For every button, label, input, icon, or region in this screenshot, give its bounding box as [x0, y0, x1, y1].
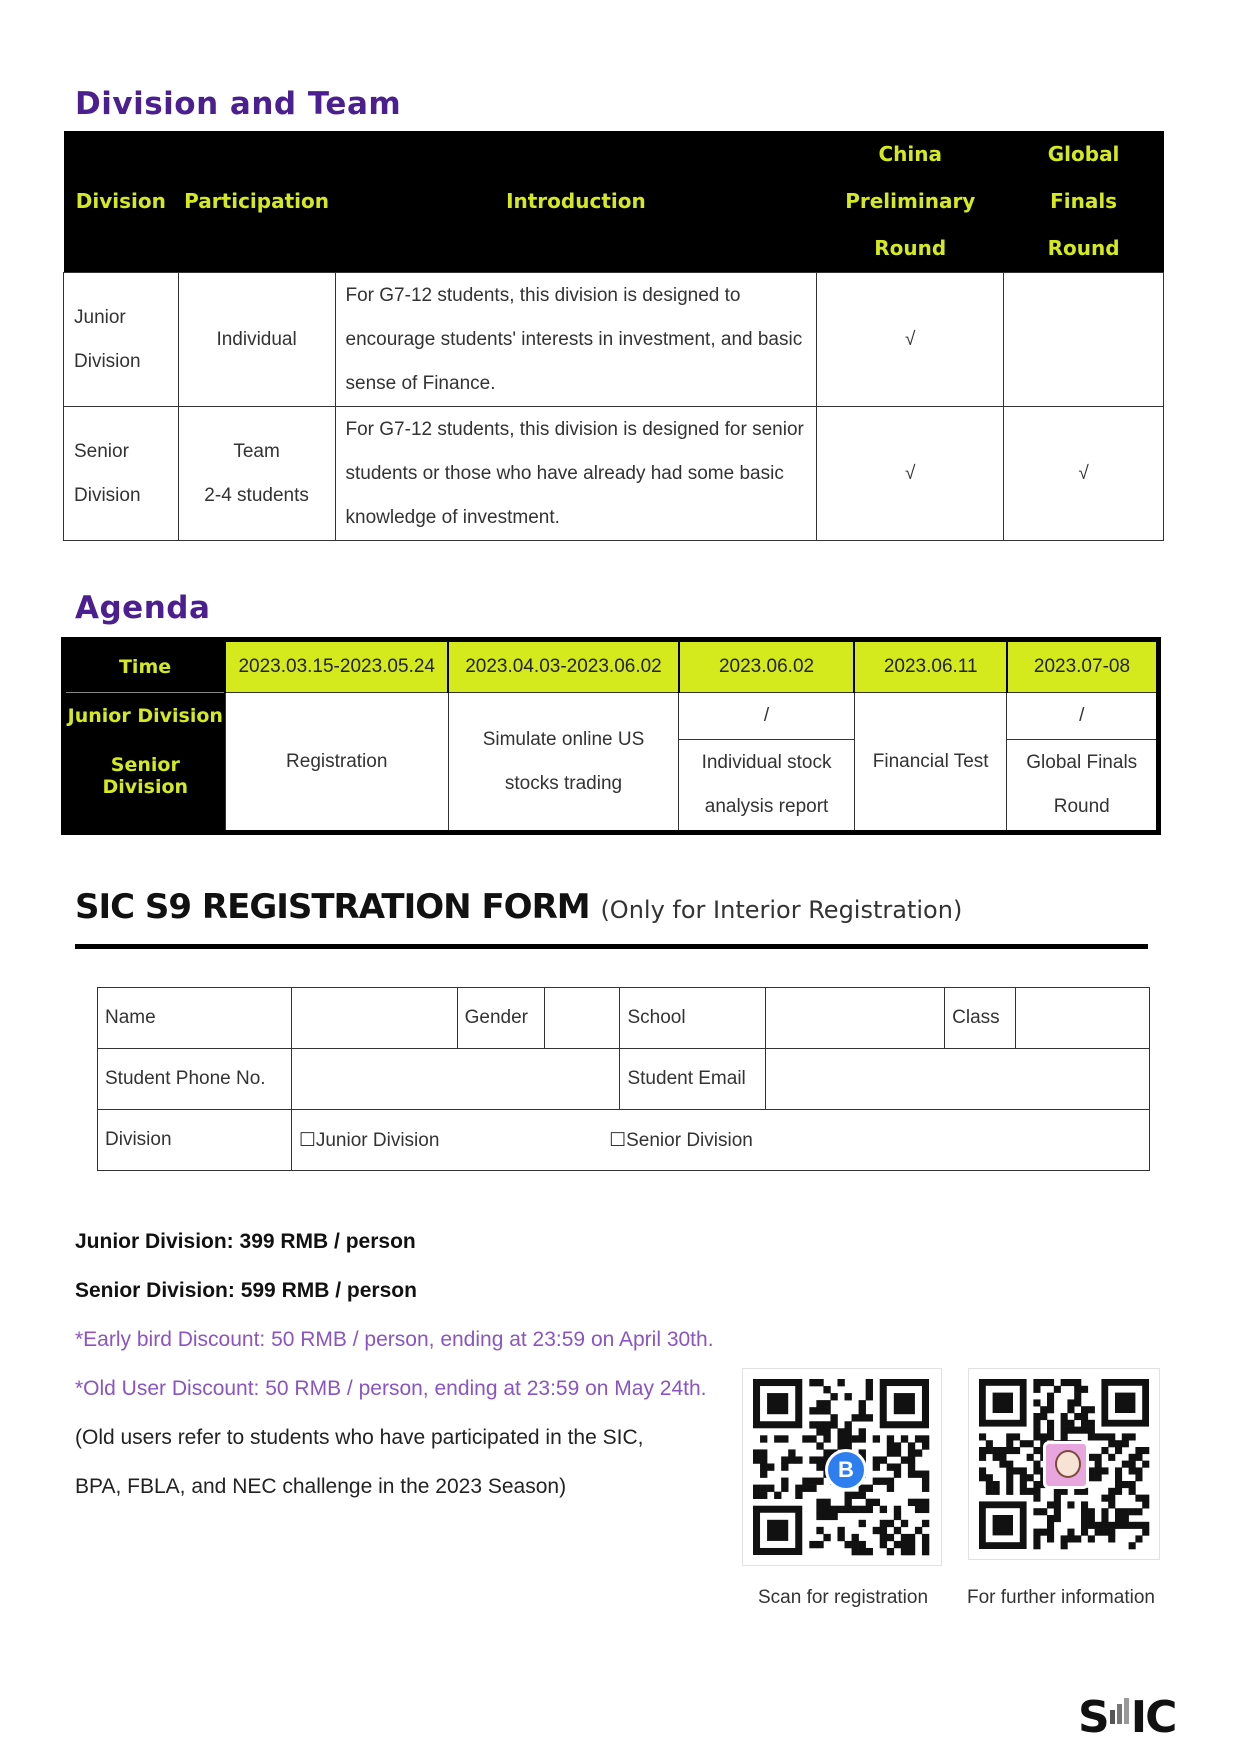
agenda-section-title: Agenda — [75, 590, 211, 626]
agenda-date: 2023.06.11 — [854, 640, 1007, 693]
phone-field[interactable] — [291, 1049, 620, 1110]
school-label: School — [620, 988, 766, 1049]
sic-logo — [1078, 1684, 1176, 1743]
header-china-round: China Preliminary Round — [817, 131, 1004, 273]
class-field[interactable] — [1016, 988, 1150, 1049]
header-introduction: Introduction — [335, 131, 817, 273]
division-table-header — [64, 131, 1164, 273]
division-options — [291, 1110, 1149, 1171]
division-table — [63, 131, 1164, 541]
header-global-round: Global Finals Round — [1004, 131, 1164, 273]
registration-form — [97, 987, 1150, 1171]
team-size: 2-4 students — [204, 484, 309, 506]
table-row — [64, 273, 1164, 407]
old-user-note-1: (Old users refer to students who have participated in the SIC, — [75, 1426, 644, 1449]
agenda-date: 2023.07-08 — [1007, 640, 1159, 693]
financial-test-cell: Financial Test — [854, 693, 1007, 833]
junior-division-checkbox[interactable]: ☐Junior Division — [298, 1129, 440, 1151]
email-label: Student Email — [620, 1049, 766, 1110]
global-round-check — [1004, 273, 1164, 407]
form-divider — [75, 944, 1148, 949]
email-field[interactable] — [766, 1049, 1150, 1110]
form-subtitle: (Only for Interior Registration) — [600, 896, 963, 924]
division-section-title: Division and Team — [75, 86, 402, 122]
class-label: Class — [945, 988, 1016, 1049]
form-row — [98, 988, 1150, 1049]
avatar-icon — [1043, 1441, 1089, 1489]
trading-cell: Simulate online US stocks trading — [448, 693, 678, 833]
junior-slash-cell: / — [679, 693, 855, 740]
global-finals-cell: Global Finals Round — [1007, 740, 1159, 833]
china-round-check: √ — [817, 407, 1004, 541]
info-qr-caption: For further information — [967, 1587, 1155, 1608]
header-participation: Participation — [178, 131, 335, 273]
info-qr-code[interactable] — [968, 1368, 1160, 1560]
report-cell: Individual stock analysis report — [679, 740, 855, 833]
old-user-note-2: BPA, FBLA, and NEC challenge in the 2023 Season) — [75, 1475, 567, 1498]
agenda-date: 2023.04.03-2023.06.02 — [448, 640, 678, 693]
logo-bars-icon — [1110, 1684, 1129, 1735]
form-row — [98, 1049, 1150, 1110]
agenda-date: 2023.03.15-2023.05.24 — [225, 640, 448, 693]
division-label: Division — [98, 1110, 292, 1171]
time-label: Time — [64, 640, 226, 693]
registration-cell: Registration — [225, 693, 448, 833]
global-round-check: √ — [1004, 407, 1164, 541]
registration-qr-code[interactable] — [742, 1368, 942, 1566]
agenda-date: 2023.06.02 — [679, 640, 855, 693]
introduction-cell: For G7-12 students, this division is designed for senior students or those who have already had some basic knowledge of investment. — [335, 407, 817, 541]
form-title-text: SIC S9 REGISTRATION FORM — [75, 887, 590, 927]
school-field[interactable] — [766, 988, 945, 1049]
early-bird-discount: *Early bird Discount: 50 RMB / person, ending at 23:59 on April 30th. — [75, 1328, 714, 1351]
agenda-table — [61, 637, 1161, 835]
registration-qr-caption: Scan for registration — [758, 1587, 929, 1608]
header-division: Division — [64, 131, 179, 273]
participation-type: Team — [233, 440, 280, 462]
logo-s: S — [1078, 1692, 1108, 1743]
name-field[interactable] — [291, 988, 457, 1049]
division-cell: Junior Division — [64, 273, 179, 407]
agenda-junior-row — [64, 693, 1159, 740]
junior-slash-cell: / — [1007, 693, 1159, 740]
participation-cell — [178, 407, 335, 541]
senior-price: Senior Division: 599 RMB / person — [75, 1279, 417, 1302]
form-row — [98, 1110, 1150, 1171]
name-label: Name — [98, 988, 292, 1049]
junior-price: Junior Division: 399 RMB / person — [75, 1230, 416, 1253]
participation-cell: Individual — [178, 273, 335, 407]
junior-division-label: Junior Division — [64, 693, 226, 740]
bilibili-style-logo-icon: B — [825, 1449, 867, 1491]
phone-label: Student Phone No. — [98, 1049, 292, 1110]
gender-label: Gender — [457, 988, 544, 1049]
gender-field[interactable] — [544, 988, 620, 1049]
logo-ic: IC — [1130, 1692, 1176, 1743]
china-round-check: √ — [817, 273, 1004, 407]
introduction-cell: For G7-12 students, this division is designed to encourage students' interests in investment, and basic sense of Finance. — [335, 273, 817, 407]
table-row — [64, 407, 1164, 541]
form-title — [75, 887, 962, 927]
old-user-discount: *Old User Discount: 50 RMB / person, ending at 23:59 on May 24th. — [75, 1377, 707, 1400]
division-cell: Senior Division — [64, 407, 179, 541]
senior-division-label: Senior Division — [64, 740, 226, 833]
agenda-date-row — [64, 640, 1159, 693]
senior-division-checkbox[interactable]: ☐Senior Division — [609, 1129, 753, 1151]
